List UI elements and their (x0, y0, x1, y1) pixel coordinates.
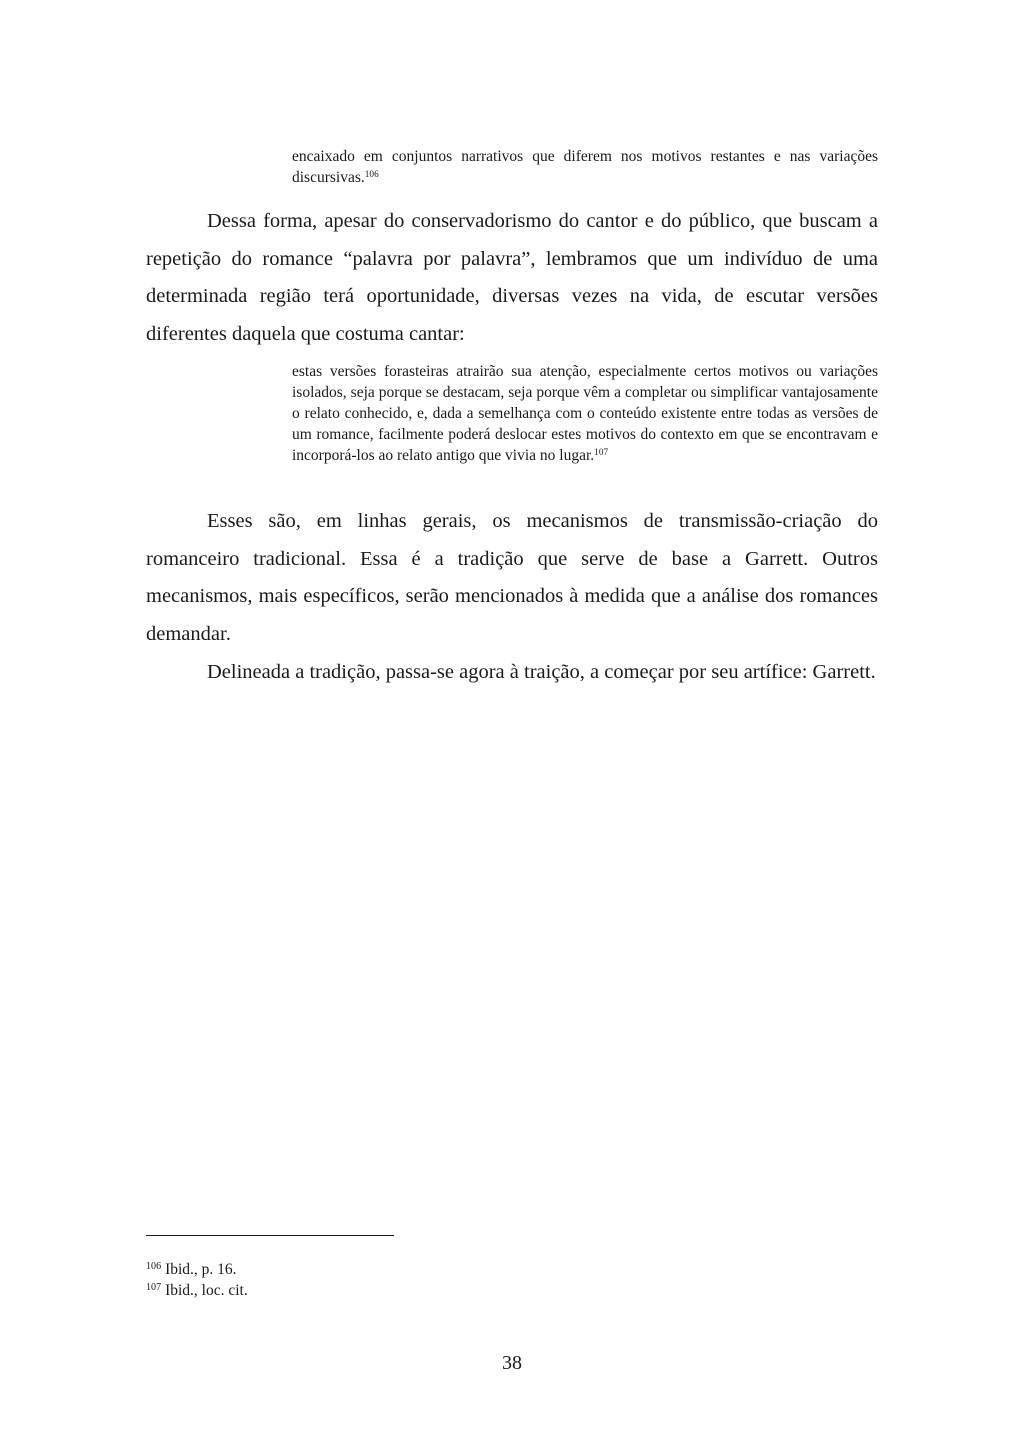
block-quote (292, 146, 878, 188)
body-paragraph: Delineada a tradição, passa-se agora à traição, a começar por seu artífice: Garrett. (207, 661, 876, 683)
block-quote-text: encaixado em conjuntos narrativos que diferem nos motivos restantes e nas variações discursivas. (292, 148, 878, 186)
footnote (146, 1281, 248, 1301)
block-quote (292, 361, 878, 466)
footnote-reference: 106 (364, 169, 379, 180)
body-paragraph: Esses são, em linhas gerais, os mecanismos de transmissão-criação do romanceiro tradicional. Essa é a tradição que serve de base a Garrett. Outros mecanismos, mais específicos, serão mencionados à medida que a análise dos romances demandar. (146, 510, 878, 645)
page-number: 38 (502, 1352, 522, 1374)
block-quote-text: estas versões forasteiras atrairão sua atenção, especialmente certos motivos ou variações isolados, seja porque se destacam, seja porque vêm a completar ou simplificar vantajosamente o relato conhecido, e, dada a semelhança com o conteúdo existente entre todas as versões de um romance, facilmente poderá deslocar estes motivos do contexto em que se encontravam e incorporá-los ao relato antigo que vivia no lugar. (292, 363, 878, 464)
footnote-number: 107 (146, 1282, 162, 1294)
body-paragraph: Dessa forma, apesar do conservadorismo do cantor e do público, que buscam a repetição do romance “palavra por palavra”, lembramos que um indivíduo de uma determinada região terá oportunidade, diversas vezes na vida, de escutar versões diferentes daquela que costuma cantar: (146, 210, 878, 345)
footnote-separator (146, 1235, 394, 1236)
footnote-text: Ibid., loc. cit. (165, 1282, 248, 1299)
footnote-reference: 107 (594, 447, 609, 458)
footnote-text: Ibid., p. 16. (165, 1261, 237, 1278)
footnote-number: 106 (146, 1261, 162, 1273)
footnote (146, 1260, 237, 1280)
